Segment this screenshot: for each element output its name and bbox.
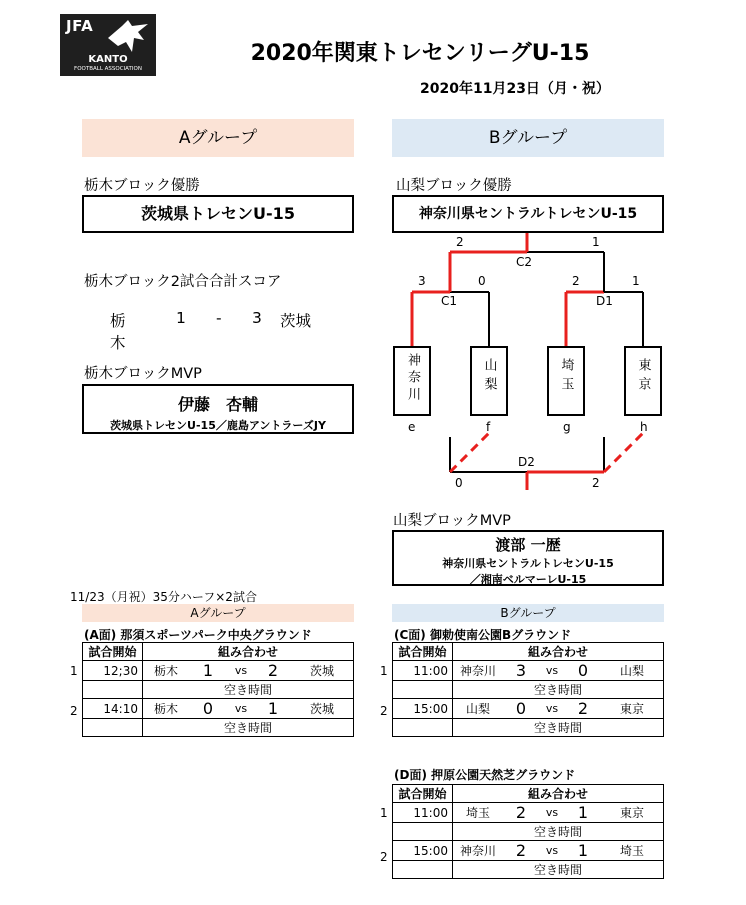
empty-cell [83,681,143,699]
table-row [393,681,664,699]
away-team: 茨城 [309,664,334,678]
group-b-mvp-name: 渡部 一歴 [495,536,561,554]
group-b-mvp-team-2: ／湘南ベルマーレU-15 [469,573,587,586]
c2-left-score: 2 [456,235,464,249]
schedule-d-table [392,784,664,879]
table-row [83,699,354,719]
group-b-winner-label: 山梨ブロック優勝 [396,178,512,194]
table-header-row [393,643,664,661]
group-a-mvp-name: 伊藤 杏輔 [177,395,258,414]
schedule-a-header: Aグループ [82,604,354,622]
table-row [393,861,664,879]
group-b-mvp-label: 山梨ブロックMVP [393,513,511,529]
match-number: 1 [70,664,78,678]
bracket-letter-h: h [640,420,648,434]
bracket-line-h-dashed [604,433,643,472]
table-row [393,823,664,841]
table-row [393,719,664,737]
home-score: 0 [515,699,527,718]
bracket-line-f-dashed [450,433,489,472]
bracket-team-yamanashi [470,346,508,416]
vs-label: vs [545,806,559,819]
score-away: 3 [252,309,262,327]
rest-time: 空き時間 [453,861,664,879]
match-cell [453,699,664,719]
d2-label: D2 [518,455,535,469]
group-b-mvp-team-1: 神奈川県セントラルトレセンU-15 [442,557,614,570]
d1-right-score: 1 [632,274,640,288]
home-team: 栃木 [153,664,178,678]
home-team: 神奈川 [459,844,496,858]
match-time: 14:10 [83,699,143,719]
rest-time: 空き時間 [143,681,354,699]
col-match-header: 組み合わせ [453,643,664,661]
away-team: 山梨 [619,664,644,678]
d1-label: D1 [596,294,613,308]
bracket-letter-e: e [408,420,416,434]
group-b-mvp-box [392,530,664,586]
table-header-row [393,785,664,803]
match-cell [143,699,354,719]
empty-cell [393,823,453,841]
home-score: 2 [515,803,527,822]
d1-left-score: 2 [572,274,580,288]
bracket-team-tokyo [624,346,662,416]
schedule-d-venue: (D面) 押原公園天然芝グラウンド [394,768,576,782]
home-team: 栃木 [153,702,178,716]
home-score: 3 [515,661,527,680]
away-score: 2 [577,699,589,718]
logo-kanto-text: KANTO [88,54,128,65]
rest-time: 空き時間 [453,719,664,737]
schedule-b-table [392,642,664,737]
group-a-winner-label: 栃木ブロック優勝 [84,178,200,194]
away-team: 東京 [619,702,644,716]
bracket-letter-f: f [486,420,491,434]
vs-label: vs [545,702,559,715]
team-name-char: 神奈川 [405,353,420,404]
match-time: 11:00 [393,803,453,823]
score-separator: - [216,309,222,327]
schedule-b-header: Bグループ [392,604,664,622]
schedule-note: 11/23（月祝）35分ハーフ×2試合 [70,590,257,604]
match-number: 1 [380,664,388,678]
away-team: 茨城 [309,702,334,716]
d2-left-score: 0 [455,476,463,490]
empty-cell [393,719,453,737]
match-time: 15:00 [393,699,453,719]
match-cell [453,661,664,681]
vs-label: vs [545,664,559,677]
col-start-header: 試合開始 [393,643,453,661]
group-a-mvp-label: 栃木ブロックMVP [84,366,202,382]
table-row [83,681,354,699]
bracket-team-saitama [547,346,585,416]
logo-association-text: FOOTBALL ASSOCIATION [74,66,142,72]
c1-right-score: 0 [478,274,486,288]
away-score: 1 [577,841,589,860]
home-team: 神奈川 [459,664,496,678]
schedule-a-venue: (A面) 那須スポーツパーク中央グラウンド [84,628,312,642]
home-team: 山梨 [465,702,490,716]
home-team: 埼玉 [465,806,490,820]
rest-time: 空き時間 [453,823,664,841]
c2-right-score: 1 [592,235,600,249]
schedule-b-venue: (C面) 御勅使南公園Bグラウンド [394,628,572,642]
col-start-header: 試合開始 [393,785,453,803]
group-b-header: Bグループ [392,119,664,157]
bracket-team-kanagawa [393,346,431,416]
logo-jfa-text: JFA [66,17,94,35]
col-match-header: 組み合わせ [143,643,354,661]
away-team: 東京 [619,806,644,820]
score-away-team: 茨城 [280,312,312,330]
table-row [83,661,354,681]
table-row [393,699,664,719]
table-header-row [83,643,354,661]
team-name-char: 埼玉 [558,358,574,396]
table-row [393,803,664,823]
group-a-score-label: 栃木ブロック2試合合計スコア [84,274,282,290]
group-a-header: Aグループ [82,119,354,157]
page-title: 2020年関東トレセンリーグU-15 [250,41,590,66]
away-score: 1 [267,699,279,718]
score-home: 1 [176,309,186,327]
table-row [393,661,664,681]
match-number: 2 [380,850,388,864]
group-b-winner: 神奈川県セントラルトレセンU-15 [392,195,664,233]
home-score: 0 [202,699,214,718]
vs-label: vs [234,664,248,677]
home-score: 2 [515,841,527,860]
col-match-header: 組み合わせ [453,785,664,803]
home-score: 1 [202,661,214,680]
table-row [393,841,664,861]
away-score: 1 [577,803,589,822]
match-time: 11:00 [393,661,453,681]
group-a-winner: 茨城県トレセンU-15 [82,195,354,233]
empty-cell [393,681,453,699]
rest-time: 空き時間 [453,681,664,699]
away-score: 2 [267,661,279,680]
table-row [83,719,354,737]
match-cell [453,841,664,861]
away-team: 埼玉 [619,844,644,858]
vs-label: vs [234,702,248,715]
bracket-letter-g: g [563,420,571,434]
c1-label: C1 [441,294,458,308]
match-cell [143,661,354,681]
rest-time: 空き時間 [143,719,354,737]
event-date: 2020年11月23日（月・祝） [420,81,610,97]
match-number: 1 [380,806,388,820]
col-start-header: 試合開始 [83,643,143,661]
match-number: 2 [380,704,388,718]
group-a-mvp-team: 茨城県トレセンU-15／鹿島アントラーズJY [110,419,326,432]
vs-label: vs [545,844,559,857]
team-name-char: 山梨 [481,358,497,396]
c2-label: C2 [516,255,533,269]
away-score: 0 [577,661,589,680]
team-name-char: 東京 [635,358,651,396]
match-time: 12;30 [83,661,143,681]
match-cell [453,803,664,823]
score-home-team: 栃木 [110,312,126,352]
match-time: 15:00 [393,841,453,861]
schedule-a-table [82,642,354,737]
d2-right-score: 2 [592,476,600,490]
match-number: 2 [70,704,78,718]
empty-cell [83,719,143,737]
c1-left-score: 3 [418,274,426,288]
empty-cell [393,861,453,879]
